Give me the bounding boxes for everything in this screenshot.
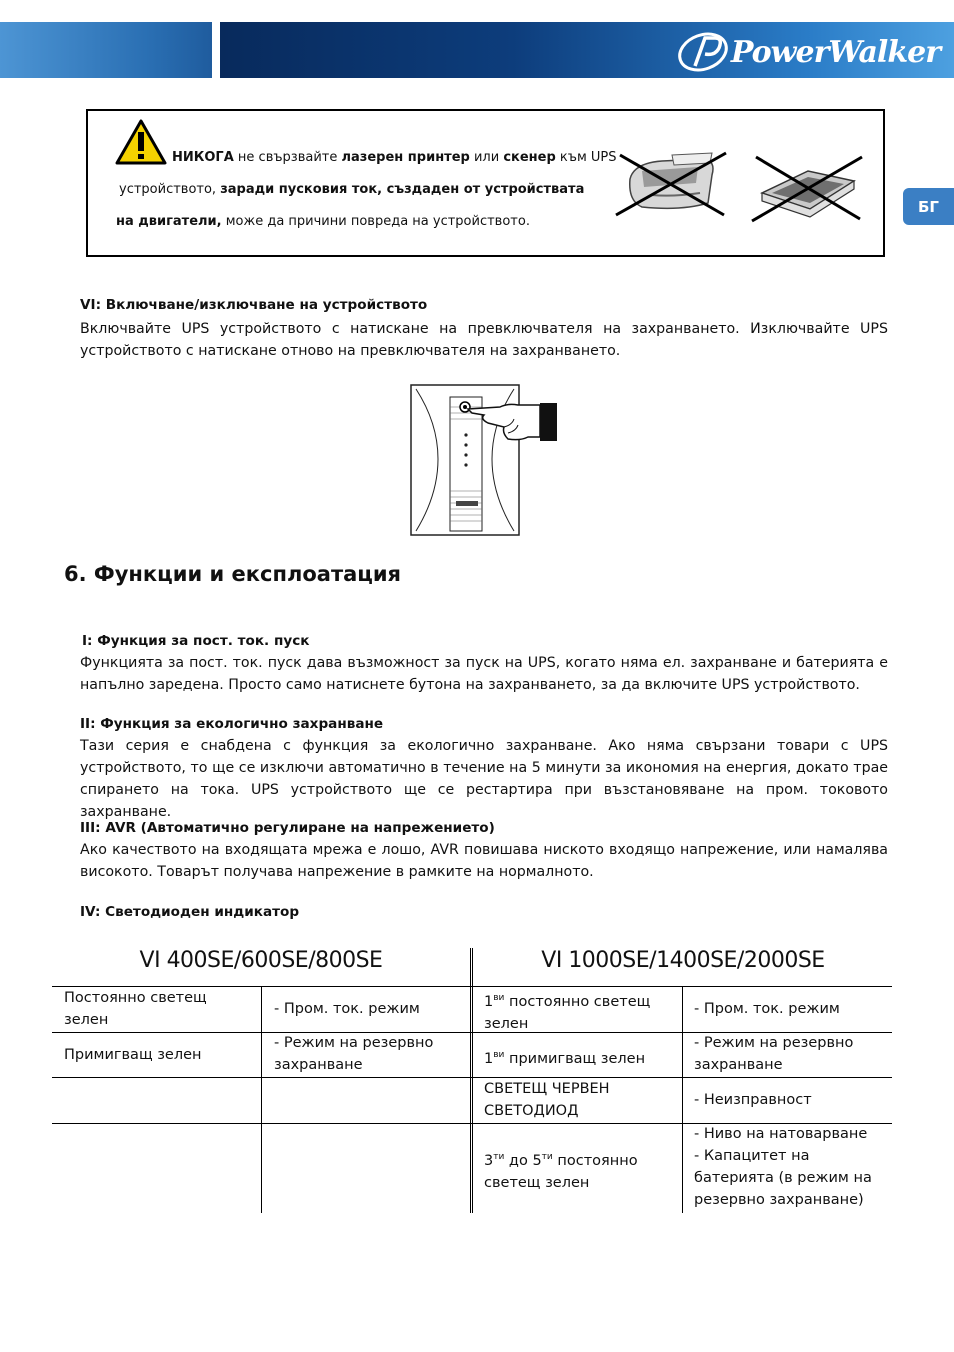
table-col-divider [682,986,683,1213]
left-table-heading: VI 400SE/600SE/800SE [139,948,383,973]
section-iii-title: III: AVR (Автоматично регулиране на напрежението) [80,820,495,836]
powerwalker-logo-icon [675,30,731,74]
table-row-mode-line: - Капацитет на батерията (в режим на резервно захранване) [694,1148,872,1208]
table-row-mode: - Неизправност [694,1092,812,1108]
brand-logo [675,30,940,74]
laser-printer-crossed-icon [612,149,730,219]
warning-line-2: устройството, заради пусковия ток, създаден от устройствата [119,182,585,197]
table-row-state: Примигващ зелен [64,1047,202,1063]
warning-line-1: НИКОГА не свързвайте лазерен принтер или скенер към UPS [172,150,617,165]
section-iv-title: IV: Светодиоден индикатор [80,904,300,920]
table-row-mode-line: - Ниво на натоварване [694,1126,868,1142]
table-row-state: $1^{ви}$ постоянно светещ зелен [484,993,651,1032]
section-iii-body: Ако качеството на входящата мрежа е лошо, AVR повишава ниското входящо напрежение, или намалява високото. Товарът получава напрежение в рамките на нормалното. [80,842,888,880]
table-row-mode: - Режим на резервно захранване [274,1035,434,1073]
right-table-heading: VI 1000SE/1400SE/2000SE [541,948,825,973]
scanner-crossed-icon [748,153,866,225]
table-center-divider [470,948,471,1213]
table-row-state: $3^{ти}$ до $5^{ти}$ постоянно светещ зелен [484,1152,638,1191]
language-tab[interactable]: БГ [903,188,954,225]
table-center-divider [472,948,473,1213]
section-ii-body: Тази серия е снабдена с функция за екологично захранване. Ако няма свързани товари с UPS устройството, то ще се изключи автоматично в течение на 5 минути за икономия на енергия, докато трае спирането на тока. UPS устройството ще се рестартира при възстановяване на пром. токовото захранване. [80,738,888,820]
warning-triangle-icon [115,119,167,165]
table-row-mode: - Режим на резервно захранване [694,1035,854,1073]
warning-line-3: на двигатели, може да причини повреда на устройството. [116,214,530,229]
section-6-title: 6. Функции и експлоатация [64,562,402,586]
section-i-body: Функцията за пост. ток. пуск дава възможност за пуск на UPS, когато няма ел. захранване и батерията е напълно заредена. Просто само натиснете бутона на захранването, за да включите UPS устройството. [80,655,888,693]
table-row-mode: - Пром. ток. режим [694,1001,840,1017]
ups-power-button-illustration [408,383,560,538]
section-i-title: I: Функция за пост. ток. пуск [82,633,310,649]
table-row-state: СВЕТЕЩ ЧЕРВЕН СВЕТОДИОД [484,1081,610,1119]
section-vi-body: Включвайте UPS устройството с натискане на превключвателя на захранването. Изключвайте UPS устройството с натискане отново на превключвателя на захранването. [80,321,888,359]
section-vi-title: VI: Включване/изключване на устройството [80,297,428,313]
table-col-divider [261,986,262,1213]
table-row-state: Постоянно светещ зелен [64,990,207,1028]
header-bar-left [0,22,212,78]
section-ii-title: II: Функция за екологично захранване [80,716,384,732]
warning-box [86,109,885,257]
brand-name: PowerWalker [730,34,940,70]
table-row-mode [694,1123,884,1211]
table-row-mode: - Пром. ток. режим [274,1001,420,1017]
table-row-state: $1^{ви}$ примигващ зелен [484,1050,646,1067]
